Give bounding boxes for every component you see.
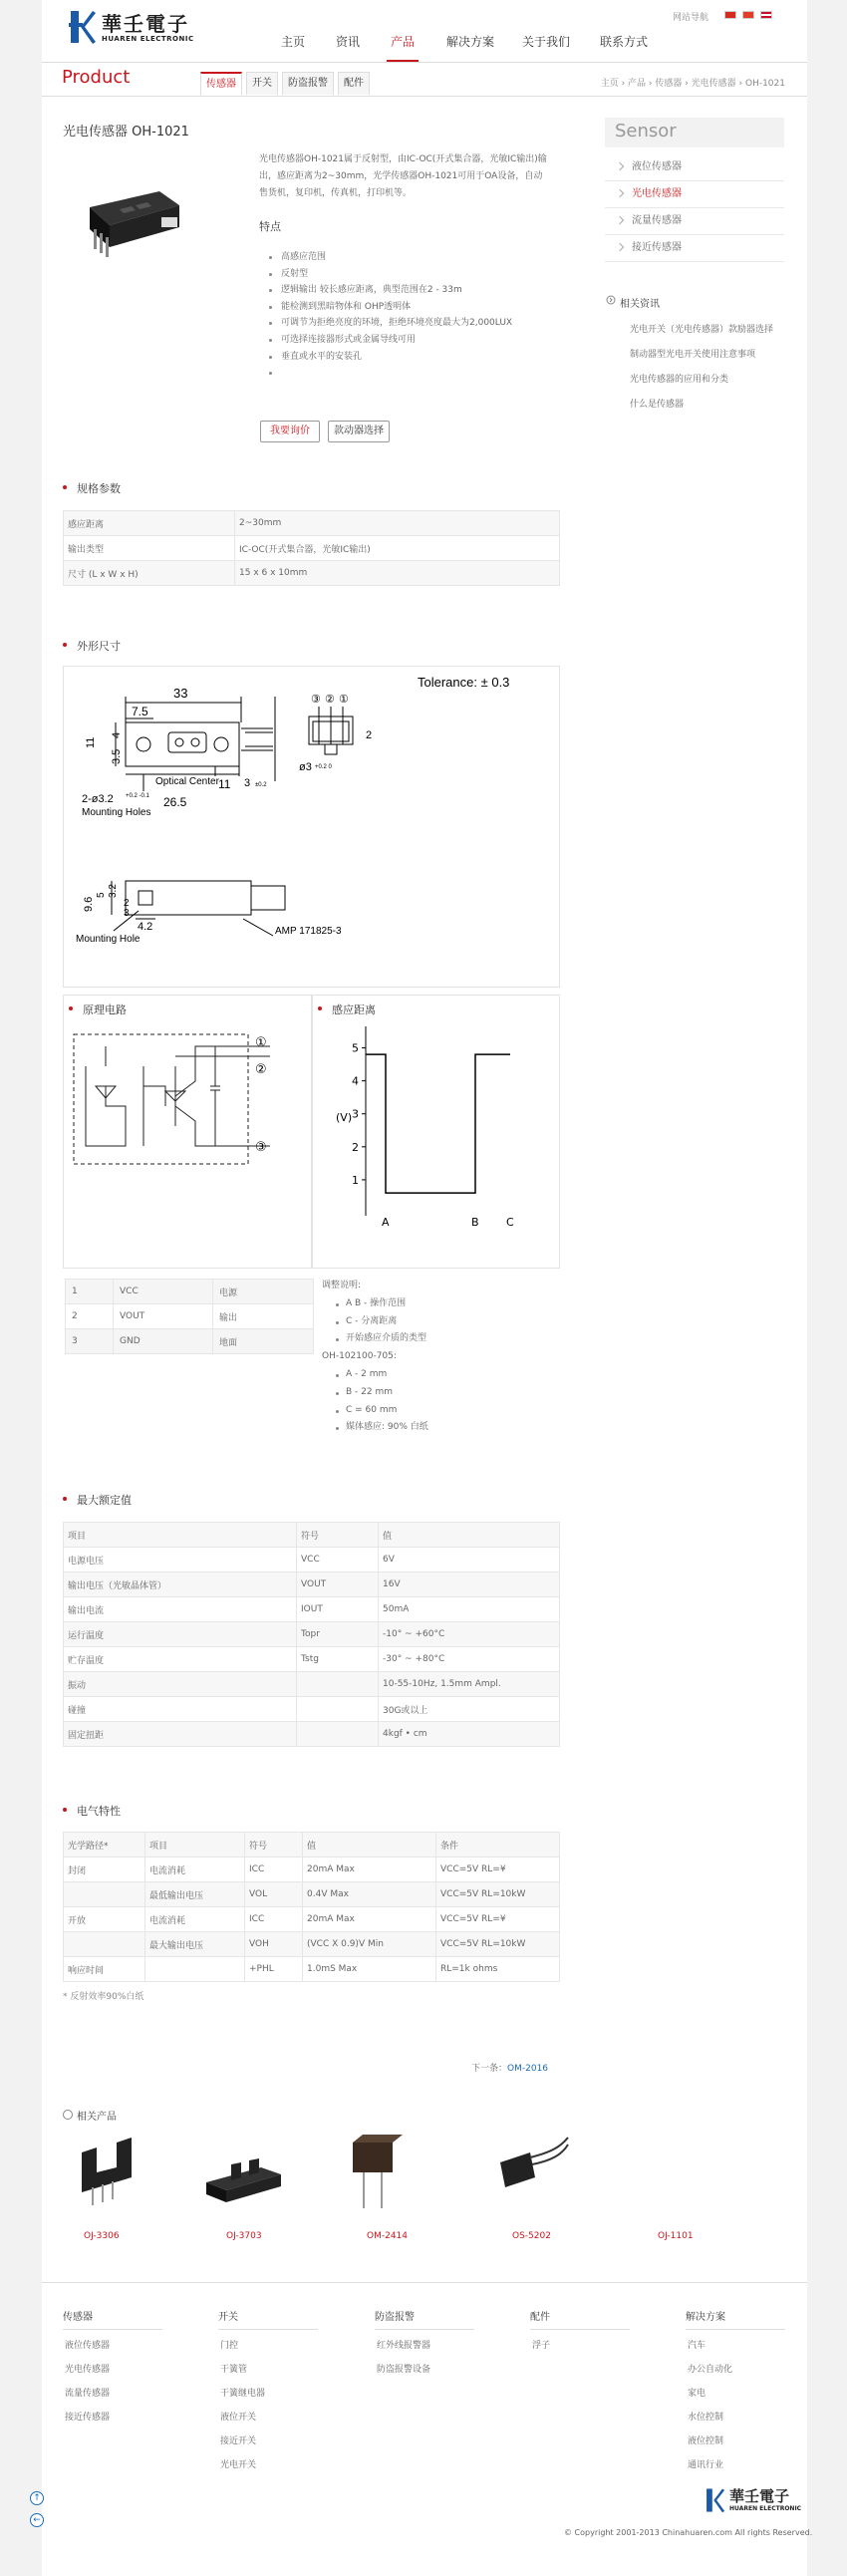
table-cell: VOUT	[114, 1304, 213, 1329]
table-cell: VCC=5V RL=10kW	[436, 1932, 560, 1957]
table-cell: 2	[66, 1304, 114, 1329]
table-cell: 2~30mm	[235, 511, 560, 536]
table-cell: 3	[66, 1329, 114, 1354]
nav-news[interactable]: 资讯	[336, 35, 361, 49]
table-header-row	[64, 1523, 560, 1548]
feature-item	[269, 365, 568, 382]
specs-heading: 规格参数	[63, 480, 121, 496]
table-cell: 运行温度	[64, 1622, 297, 1647]
table-cell: 输出	[213, 1304, 314, 1329]
adjust-item: A - 2 mm	[322, 1366, 428, 1384]
related-image-4[interactable]	[490, 2133, 570, 2207]
x-tick-label: C	[506, 1216, 514, 1226]
dim-phi3-tol: +0.2 0	[315, 764, 332, 770]
nav-contact[interactable]: 联系方式	[600, 35, 649, 49]
table-cell: 30G或以上	[379, 1697, 560, 1722]
y-tick-label: 2	[352, 1140, 359, 1154]
table-row	[64, 1597, 560, 1622]
mount-hole-label: Mounting Hole	[76, 934, 141, 945]
footer-heading: 配件	[530, 2312, 550, 2323]
table-cell: 20mA Max	[303, 1907, 436, 1932]
section-title: Product	[62, 67, 131, 88]
hole-dia: 2-ø3.2	[82, 793, 114, 805]
adjust-item: B - 22 mm	[322, 1384, 428, 1402]
table-row	[64, 536, 560, 561]
table-row	[64, 1548, 560, 1573]
footer-heading: 防盗报警	[375, 2312, 415, 2323]
next-label: 下一条：	[471, 2064, 508, 2074]
news-heading: 相关资讯	[620, 299, 660, 310]
table-row	[64, 1573, 560, 1597]
footer-divider	[63, 2329, 162, 2330]
nav-products[interactable]: 产品	[391, 35, 416, 49]
table-cell: RL=1k ohms	[436, 1957, 560, 1982]
feature-item: 反射型	[269, 266, 568, 283]
dim-5: 5	[96, 892, 107, 898]
table-cell: 0.4V Max	[303, 1882, 436, 1907]
table-cell: Topr	[297, 1622, 379, 1647]
table-header-row	[64, 1833, 560, 1858]
logo-text[interactable]: 華壬電子	[102, 12, 189, 36]
tab-alarms[interactable]: 防盗报警	[282, 72, 334, 95]
footer-link[interactable]: 液位开关	[220, 2413, 257, 2423]
table-cell	[64, 1932, 145, 1957]
header	[42, 0, 807, 58]
table-cell: VCC=5V RL=¥	[436, 1858, 560, 1882]
footer-logo-text: 華壬電子	[729, 2487, 790, 2505]
table-cell: 光学路径*	[64, 1833, 145, 1858]
footer-link[interactable]: 红外线报警器	[377, 2341, 431, 2351]
tolerance-label: Tolerance: ± 0.3	[418, 675, 510, 690]
table-cell: 电源电压	[64, 1548, 297, 1573]
table-cell: (VCC X 0.9)V Min	[303, 1932, 436, 1957]
logo-mark-icon[interactable]	[67, 9, 97, 45]
back-icon[interactable]: ←	[30, 2513, 44, 2527]
news-link[interactable]: 什么是传感器	[630, 400, 685, 410]
dim-3-2: 3.2	[108, 884, 119, 898]
dim-4: 4	[111, 731, 123, 738]
copyright: © Copyright 2001-2013 Chinahuaren.com All rights Reserved.	[564, 2528, 813, 2537]
sensing-line	[366, 1054, 510, 1193]
footer-heading: 开关	[218, 2312, 238, 2323]
adjust-model: OH-102100-705:	[322, 1351, 397, 1362]
table-cell: 输出电流	[64, 1597, 297, 1622]
footer-divider	[686, 2329, 785, 2330]
related-heading: 相关产品	[63, 2108, 117, 2123]
electrical-table	[63, 1832, 560, 1982]
table-cell: 输出电压（光敏晶体管）	[64, 1573, 297, 1597]
footer-link[interactable]: 光电传感器	[65, 2365, 111, 2375]
feature-item: 高感应范围	[269, 249, 568, 266]
table-cell	[297, 1697, 379, 1722]
page	[33, 0, 813, 2576]
table-cell: VOH	[245, 1932, 303, 1957]
circuit-pin-2: ②	[255, 1062, 267, 1077]
table-cell	[64, 1882, 145, 1907]
footer-link[interactable]: 流量传感器	[65, 2389, 111, 2399]
table-cell: GND	[114, 1329, 213, 1354]
table-row	[66, 1329, 314, 1354]
dims-drawing	[64, 667, 559, 987]
footer-link[interactable]: 办公自动化	[688, 2365, 733, 2375]
related-image-3[interactable]	[343, 2133, 403, 2212]
table-cell: VOL	[245, 1882, 303, 1907]
table-cell: 感应距离	[64, 511, 235, 536]
amp-label: AMP 171825-3	[275, 926, 342, 937]
tab-switches[interactable]: 开关	[246, 72, 278, 95]
table-cell: VCC=5V RL=10kW	[436, 1882, 560, 1907]
flag-en-icon[interactable]	[760, 11, 772, 19]
breadcrumb: 主页 › 产品 › 传感器 › 光电传感器 › OH-1021	[600, 79, 785, 89]
tab-divider	[42, 96, 807, 97]
dim-3-5: 3.5	[111, 748, 123, 764]
table-cell: Tstg	[297, 1647, 379, 1672]
table-cell: 地面	[213, 1329, 314, 1354]
table-row	[66, 1280, 314, 1304]
header-divider	[42, 62, 807, 63]
table-row	[64, 1622, 560, 1647]
table-cell: 6V	[379, 1548, 560, 1573]
feature-item: 逻辑输出 较长感应距离，典型范围在2 - 33m	[269, 282, 568, 299]
sidebar-item-flow[interactable]: 流量传感器	[605, 208, 784, 235]
footer-link[interactable]: 接近开关	[220, 2436, 257, 2446]
sensing-chart	[326, 1021, 550, 1226]
adjust-heading: 调整说明:	[322, 1281, 362, 1290]
table-row	[64, 1858, 560, 1882]
news-link[interactable]: 光电开关（光电传感器）款励器选择	[630, 325, 774, 335]
table-row	[64, 1882, 560, 1907]
logo-subtext: HUAREN ELECTRONIC	[102, 35, 194, 43]
table-row	[64, 1957, 560, 1982]
table-cell: 符号	[297, 1523, 379, 1548]
adjust-item: A B - 操作范围	[322, 1295, 428, 1313]
circuit-heading: 原理电路	[69, 1002, 127, 1017]
pin-3: ③	[311, 694, 321, 706]
table-cell: ICC	[245, 1907, 303, 1932]
back-to-top-icon[interactable]: ↑	[30, 2491, 44, 2505]
dim-3: 3	[244, 777, 251, 789]
table-cell: -10° ~ +60°C	[379, 1622, 560, 1647]
table-cell: 1.0mS Max	[303, 1957, 436, 1982]
nav-home[interactable]: 主页	[281, 35, 306, 49]
pin-1: ①	[339, 694, 349, 706]
table-cell: 开放	[64, 1907, 145, 1932]
adjust-item: 开始感应介质的类型	[322, 1330, 428, 1348]
table-cell	[145, 1957, 245, 1982]
news-link[interactable]: 制动器型光电开关使用注意事项	[630, 350, 756, 360]
table-cell: 响应时间	[64, 1957, 145, 1982]
next-link-text[interactable]: OM-2016	[507, 2064, 549, 2074]
footer-link[interactable]: 液位控制	[688, 2436, 724, 2446]
table-cell: 输出类型	[64, 536, 235, 561]
features-heading: 特点	[259, 220, 281, 233]
circuit-pin-1: ①	[255, 1035, 267, 1050]
footer-logo-subtext: HUAREN ELECTRONIC	[729, 2505, 802, 2512]
product-title: 光电传感器 OH-1021	[63, 125, 189, 140]
table-cell: ICC	[245, 1858, 303, 1882]
table-cell: VCC	[114, 1280, 213, 1304]
feature-item: 垂直或水平的安装孔	[269, 349, 568, 366]
site-nav-link[interactable]: 网站导航	[673, 13, 709, 23]
table-row	[64, 561, 560, 586]
footer-divider	[375, 2329, 474, 2330]
related-name[interactable]: OJ-1101	[658, 2231, 694, 2241]
electrical-note: * 反射效率90%白纸	[63, 1992, 144, 2002]
table-row	[64, 1722, 560, 1747]
table-cell	[297, 1722, 379, 1747]
dim-3b: 3	[124, 908, 130, 919]
dims-heading: 外形尺寸	[63, 638, 121, 654]
footer-link[interactable]: 门控	[220, 2341, 239, 2351]
dim-11: 11	[85, 736, 97, 748]
max-ratings-table	[63, 1522, 560, 1747]
x-tick-label: B	[471, 1216, 479, 1226]
next-link[interactable]	[471, 2061, 548, 2074]
footer-logo-icon	[704, 2487, 725, 2513]
table-cell: 1	[66, 1280, 114, 1304]
table-cell: 项目	[145, 1833, 245, 1858]
table-cell: 固定扭距	[64, 1722, 297, 1747]
y-tick-label: 4	[352, 1074, 359, 1088]
nav-about[interactable]: 关于我们	[522, 35, 571, 49]
footer-link[interactable]: 家电	[688, 2389, 706, 2399]
dim-2b: 2	[124, 898, 130, 909]
table-cell: 电流消耗	[145, 1907, 245, 1932]
dim-9-6: 9.6	[83, 896, 95, 912]
dim-phi3: ø3	[299, 761, 312, 773]
adjustment-notes	[322, 1278, 428, 1437]
footer-link[interactable]: 浮子	[532, 2341, 551, 2351]
specs-table	[63, 510, 560, 586]
table-cell: 4kgf • cm	[379, 1722, 560, 1747]
mount-holes-label: Mounting Holes	[82, 807, 151, 818]
table-cell: 最低输出电压	[145, 1882, 245, 1907]
pin-2: ②	[325, 694, 335, 706]
table-cell: IOUT	[297, 1597, 379, 1622]
pin-table	[65, 1279, 314, 1354]
table-row	[64, 1697, 560, 1722]
electrical-heading: 电气特性	[63, 1803, 121, 1819]
sidebar-heading: Sensor	[605, 118, 784, 147]
footer-link[interactable]: 通讯行业	[688, 2460, 724, 2470]
hole-tol: +0.2 -0.1	[126, 793, 149, 799]
adjust-item: 媒体感应: 90% 白纸	[322, 1419, 428, 1437]
sidebar-item-photoelectric[interactable]: 光电传感器	[605, 181, 784, 208]
nav-solutions[interactable]: 解决方案	[446, 35, 495, 49]
table-cell: 贮存温度	[64, 1647, 297, 1672]
adjust-item: C = 60 mm	[322, 1402, 428, 1420]
sidebar-item-proximity[interactable]: 接近传感器	[605, 235, 784, 262]
table-cell: 16V	[379, 1573, 560, 1597]
footer-divider	[530, 2329, 630, 2330]
y-tick-label: 5	[352, 1041, 359, 1055]
table-cell: VOUT	[297, 1573, 379, 1597]
dim-26-5: 26.5	[163, 795, 187, 809]
feature-item: 可调节为拒绝亮度的环境，拒绝环境亮度最大为2,000LUX	[269, 315, 568, 332]
footer-link[interactable]: 汽车	[688, 2341, 706, 2351]
table-cell: 最大输出电压	[145, 1932, 245, 1957]
footer-divider	[218, 2329, 318, 2330]
tab-accessories[interactable]: 配件	[338, 72, 370, 95]
table-cell: 50mA	[379, 1597, 560, 1622]
table-cell: 值	[303, 1833, 436, 1858]
x-tick-label: A	[382, 1216, 390, 1226]
news-icon	[606, 295, 616, 305]
footer-heading: 解决方案	[686, 2312, 725, 2323]
related-image-2[interactable]	[201, 2152, 291, 2207]
dim-tol: ±0.2	[255, 782, 267, 788]
footer-link[interactable]: 干簧继电器	[220, 2389, 266, 2399]
product-description: 光电传感器OH-1021属于反射型，由IC-OC(开式集合器，光敏IC输出)输出，感应距离为2~30mm，光学传感器OH-1021可用于OA设备，自动售货机，复印机，传真机，打印机等。	[259, 154, 547, 198]
footer-link[interactable]: 接近传感器	[65, 2413, 111, 2423]
circuit-pin-3: ③	[255, 1140, 267, 1155]
table-cell: 10-55-10Hz, 1.5mm Ampl.	[379, 1672, 560, 1697]
table-row	[64, 1907, 560, 1932]
table-cell: 符号	[245, 1833, 303, 1858]
dim-33: 33	[173, 686, 188, 701]
table-cell: 条件	[436, 1833, 560, 1858]
tab-sensors[interactable]: 传感器	[200, 72, 242, 95]
table-row	[64, 1672, 560, 1697]
table-cell: 电源	[213, 1280, 314, 1304]
y-tick-label: 3	[352, 1107, 359, 1121]
max-ratings-heading: 最大额定值	[63, 1492, 132, 1508]
features-list	[269, 249, 568, 382]
optical-center-label: Optical Center	[155, 776, 219, 787]
related-name[interactable]: OM-2414	[367, 2231, 409, 2241]
related-name[interactable]: OJ-3703	[226, 2231, 262, 2241]
table-cell: IC-OC(开式集合器，光敏IC输出)	[235, 536, 560, 561]
footer-heading: 传感器	[63, 2312, 93, 2323]
table-cell: VCC	[297, 1548, 379, 1573]
related-name[interactable]: OS-5202	[512, 2231, 551, 2241]
news-link[interactable]: 光电传感器的应用和分类	[630, 375, 729, 385]
table-cell: 封闭	[64, 1858, 145, 1882]
table-cell: 15 x 6 x 10mm	[235, 561, 560, 586]
table-cell: VCC=5V RL=¥	[436, 1907, 560, 1932]
circuit-diagram	[66, 1026, 310, 1191]
table-cell: 振动	[64, 1672, 297, 1697]
sidebar-item-level[interactable]: 液位传感器	[605, 154, 784, 181]
table-row	[64, 1932, 560, 1957]
adjust-item: C - 分离距离	[322, 1313, 428, 1331]
table-row	[64, 1647, 560, 1672]
feature-item: 可选择连接器形式或金属导线可用	[269, 332, 568, 349]
table-row	[66, 1304, 314, 1329]
table-cell: +PHL	[245, 1957, 303, 1982]
table-cell: 项目	[64, 1523, 297, 1548]
table-row	[64, 511, 560, 536]
flag-cn-icon[interactable]	[724, 11, 736, 19]
footer-link[interactable]: 液位传感器	[65, 2341, 111, 2351]
table-cell: 值	[379, 1523, 560, 1548]
related-name[interactable]: OJ-3306	[84, 2231, 120, 2241]
footer-link[interactable]: 防盗报警设备	[377, 2365, 431, 2375]
quote-button[interactable]: 我要询价	[260, 421, 320, 442]
related-image-1[interactable]	[77, 2138, 137, 2207]
footer-link[interactable]: 水位控制	[688, 2413, 724, 2423]
feature-item: 能检测到黑暗物体和 OHP透明体	[269, 299, 568, 316]
dim-2: 2	[366, 729, 373, 741]
table-cell: -30° ~ +80°C	[379, 1647, 560, 1672]
dim-4-2: 4.2	[138, 921, 153, 933]
dim-7-5: 7.5	[132, 705, 148, 718]
footer-link[interactable]: 干簧管	[220, 2365, 248, 2375]
y-axis-label: (V)	[336, 1111, 353, 1124]
flag-hk-icon[interactable]	[742, 11, 754, 19]
sensing-heading: 感应距离	[318, 1002, 376, 1017]
dim-11b: 11	[218, 777, 231, 791]
table-cell	[297, 1672, 379, 1697]
selector-button[interactable]: 款动器选择	[328, 421, 390, 442]
table-cell: 电流消耗	[145, 1858, 245, 1882]
y-tick-label: 1	[352, 1173, 359, 1187]
product-image	[70, 177, 187, 267]
table-cell: 碰撞	[64, 1697, 297, 1722]
table-cell: 尺寸 (L x W x H)	[64, 561, 235, 586]
footer-link[interactable]: 光电开关	[220, 2460, 257, 2470]
table-cell: 20mA Max	[303, 1858, 436, 1882]
